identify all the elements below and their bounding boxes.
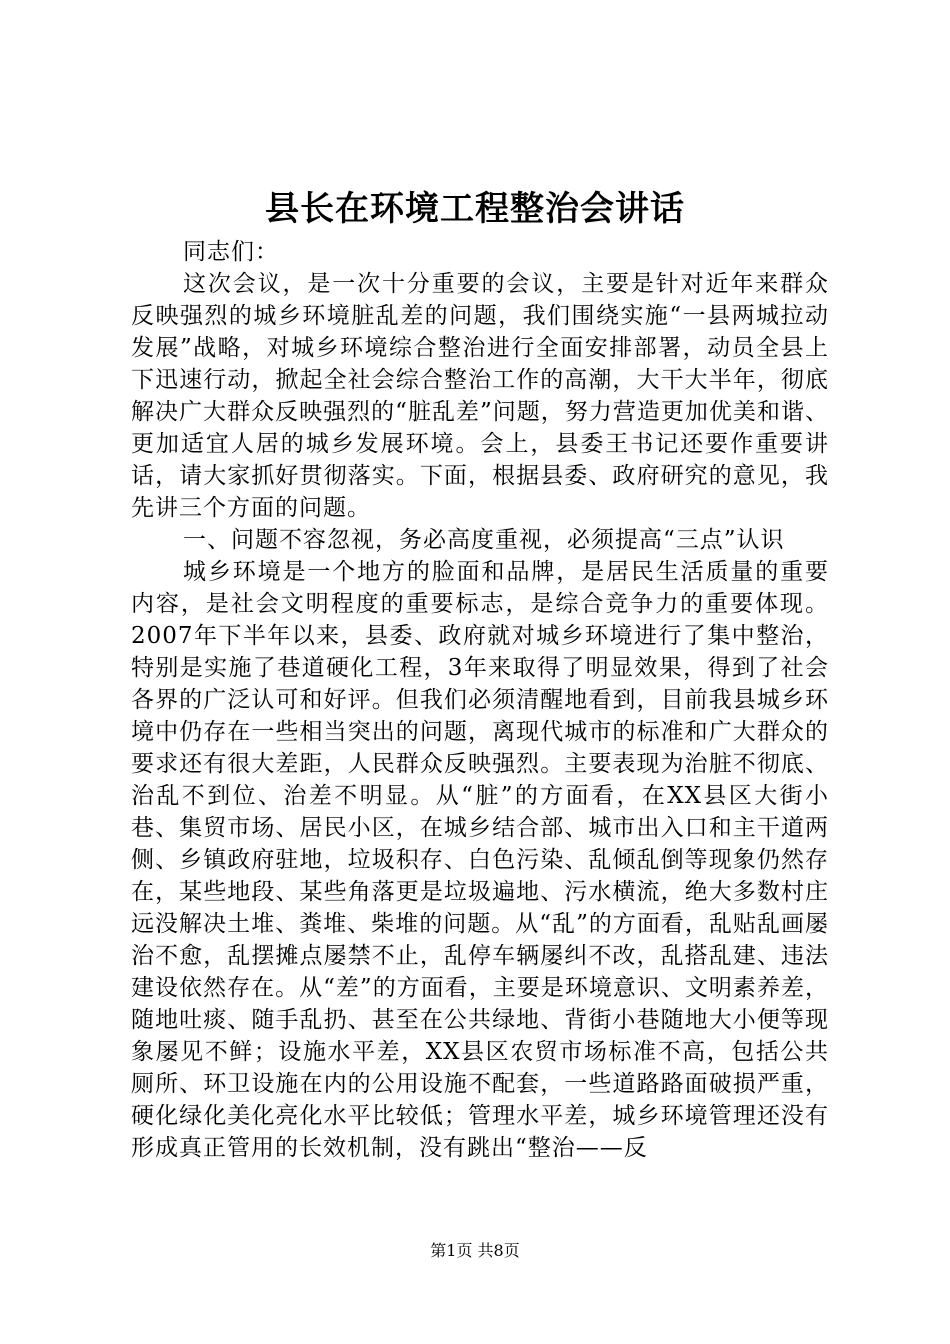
document-title: 县长在环境工程整治会讲话 (265, 189, 685, 229)
salutation: 同志们： (183, 239, 279, 265)
paragraph-body: 城乡环境是一个地方的脸面和品牌，是居民生活质量的重要内容，是社会文明程度的重要标志，是综合竞争力的重要体现。2007年下半年以来，县委、政府就对城乡环境进行了集中整治，特别是实施了巷道硬化工程，3年来取得了明显效果，得到了社会各界的广泛认可和好评。但我们必须清醒地看到，目前我县城乡环境中仍存在一些相当突出的问题，离现代城市的标准和广大群众的要求还有很大差距，人民群众反映强烈。主要表现为治脏不彻底、治乱不到位、治差不明显。从“脏”的方面看，在XX县区大街小巷、集贸市场、居民小区，在城乡结合部、城市出入口和主干道两侧、乡镇政府驻地，垃圾积存、白色污染、乱倾乱倒等现象仍然存在，某些地段、某些角落更是垃圾遍地、污水横流，绝大多数村庄远没解决土堆、粪堆、柴堆的问题。从“乱”的方面看，乱贴乱画屡治不愈，乱摆摊点屡禁不止，乱停车辆屡纠不改，乱搭乱建、违法建设依然存在。从“差”的方面看，主要是环境意识、文明素养差，随地吐痰、随手乱扔、甚至在公共绿地、背街小巷随地大小便等现象屡见不鲜；设施水平差，XX县区农贸市场标准不高，包括公共厕所、环卫设施在内的公用设施不配套，一些道路路面破损严重，硬化绿化美化亮化水平比较低；管理水平差，城乡环境管理还没有形成真正管用的长效机制，没有跳出“整治——反 (131, 559, 829, 1161)
section-heading-1: 一、问题不容忽视，务必高度重视，必须提高“三点”认识 (183, 527, 785, 553)
paragraph-intro: 这次会议，是一次十分重要的会议，主要是针对近年来群众反映强烈的城乡环境脏乱差的问题，我们围绕实施“一县两城拉动发展”战略，对城乡环境综合整治进行全面安排部署，动员全县上下迅速行动，掀起全社会综合整治工作的高潮，大干大半年，彻底解决广大群众反映强烈的“脏乱差”问题，努力营造更加优美和谐、更加适宜人居的城乡发展环境。会上，县委王书记还要作重要讲话，请大家抓好贯彻落实。下面，根据县委、政府研究的意见，我先讲三个方面的问题。 (131, 271, 829, 521)
page-footer: 第1页 共8页 (430, 1241, 520, 1260)
document-body (131, 236, 829, 1164)
